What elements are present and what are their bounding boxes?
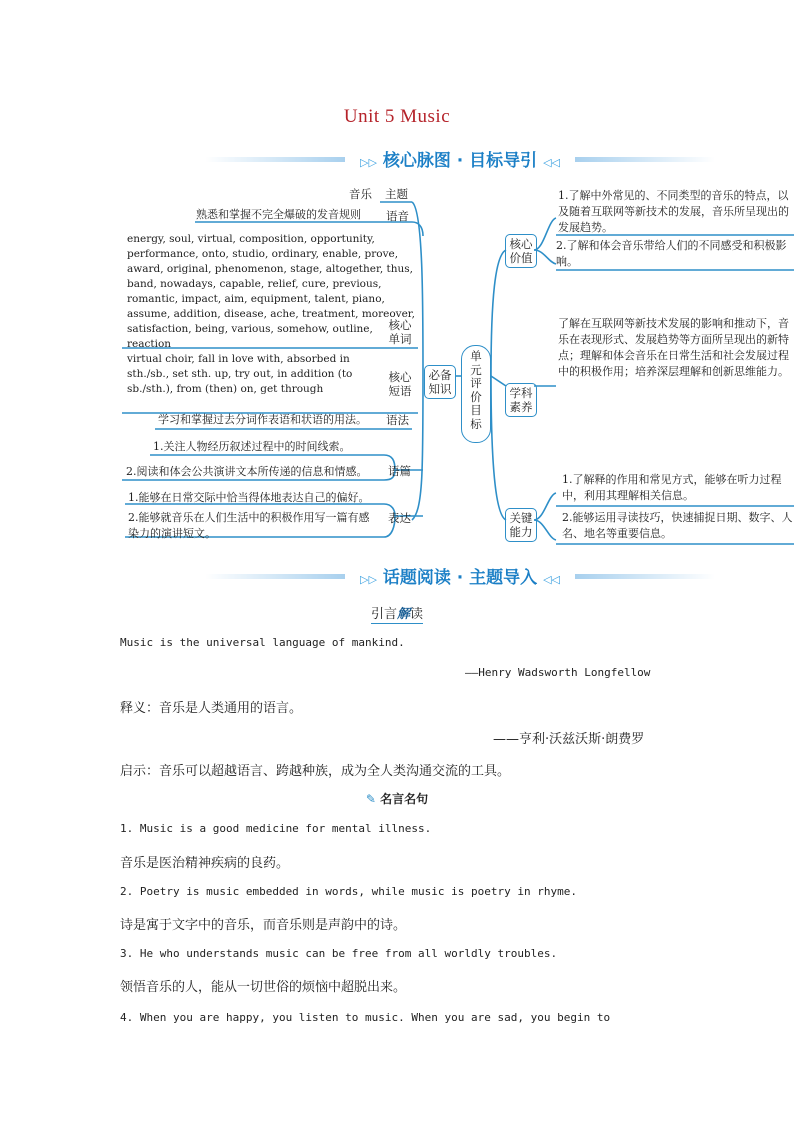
core-words-label: 核心单词 [388,318,412,346]
famous-quote-en: 1. Music is a good medicine for mental illness. [120,822,432,835]
core-value-item-2: 2.了解和体会音乐带给人们的不同感受和积极影响。 [556,239,787,268]
famous-quote-cn: 音乐是医治精神疾病的良药。 [120,856,290,871]
pen-icon: ✎ [365,792,376,806]
core-value-item-1: 1.了解中外常见的、不同类型的音乐的特点，以及随着互联网等新技术的发展，音乐所呈现出的发展趋势。 [558,189,789,234]
expression-label: 表达 [388,511,411,525]
intro-heading-a: 引言 [370,607,397,622]
grammar-value: 学习和掌握过去分词作表语和状语的用法。 [158,413,367,426]
subject-literacy-text: 了解在互联网等新技术发展的影响和推动下，音乐在表现形式、发展趋势等方面所呈现出的新特点；理解和体会音乐在日常生活和社会发展过程中的积极作用；培养深层理解和创新思维能力。 [558,317,789,378]
famous-quote-cn: 领悟音乐的人，能从一切世俗的烦恼中超脱出来。 [120,980,407,995]
expression-item-1: 1.能够在日常交际中恰当得体地表达自己的偏好。 [128,491,370,504]
page-title: Unit 5 Music [343,106,451,127]
core-phrases-list: virtual choir, fall in love with, absorbed in sth./sb., set sth. up, try out, in addition (to sb./sth.), from (then) on, get through [127,353,353,395]
famous-quotes-heading [0,790,794,807]
intro-heading [0,603,794,622]
famous-quote-cn: 诗是寓于文字中的音乐，而音乐则是声韵中的诗。 [120,918,407,933]
phonetics-label: 语音 [386,209,409,223]
famous-quote-en: 2. Poetry is music embedded in words, while music is poetry in rhyme. [120,885,577,898]
quote-english: Music is the universal language of mankind. [120,636,405,649]
section-banner-topic-reading [205,563,715,589]
famous-quote-en: 3. He who understands music can be free from all worldly troubles. [120,947,558,960]
quote-explanation: 释义：音乐是人类通用的语言。 [120,701,303,716]
essential-knowledge-node: 必备知识 [424,365,456,399]
section-banner-core-map [205,146,715,172]
phonetics-value: 熟悉和掌握不完全爆破的发音规则 [196,208,361,221]
banner-title: 话题阅读 · 主题导入 [382,568,538,588]
intro-heading-b: 解 [396,607,410,622]
intro-heading-c: 读 [410,607,424,622]
banner-title: 核心脉图 · 目标导引 [382,151,538,171]
double-arrow-left-icon: ◁◁ [543,156,560,169]
double-arrow-right-icon: ▷▷ [360,573,377,586]
grammar-label: 语法 [386,413,409,427]
subject-literacy-node: 学科素养 [505,383,537,417]
double-arrow-left-icon: ◁◁ [543,573,560,586]
discourse-label: 语篇 [388,464,411,478]
discourse-item-1: 1.关注人物经历叙述过程中的时间线索。 [153,440,351,453]
core-words-list: energy, soul, virtual, composition, opportunity, performance, onto, studio, ordinary, enable, prove, award, original, phenomenon, stage, altogether, thus, band, nowadays, capable, relief, cure, previous, romantic, impact, aim, equipment, talent, piano, assume, addition, disease, ache, treatment, moreover, satisfaction, being, various, somehow, outline, reaction [127,233,415,350]
center-label: 单元评价目标 [470,349,482,431]
quote-inspiration: 启示：音乐可以超越语言、跨越种族，成为全人类沟通交流的工具。 [120,764,511,779]
famous-quote-en: 4. When you are happy, you listen to music. When you are sad, you begin to [120,1011,611,1024]
theme-value: 音乐 [349,187,372,201]
discourse-item-2: 2.阅读和体会公共演讲文本所传递的信息和情感。 [126,465,368,478]
core-value-node: 核心价值 [505,234,537,268]
key-ability-node: 关键能力 [505,508,537,542]
quote-author-chinese: ——亨利·沃兹沃斯·朗费罗 [493,732,645,747]
famous-quotes-title: 名言名句 [380,792,429,806]
theme-label: 主题 [385,187,408,201]
core-phrases-label: 核心短语 [388,370,412,398]
double-arrow-right-icon: ▷▷ [360,156,377,169]
key-ability-item-1: 1.了解释的作用和常见方式，能够在听力过程中，利用其理解相关信息。 [562,473,782,502]
quote-author-english: ——Henry Wadsworth Longfellow [465,666,651,679]
unit-goal-center-node [461,345,491,443]
key-ability-item-2: 2.能够运用寻读技巧，快速捕捉日期、数字、人名、地名等重要信息。 [562,511,793,540]
expression-item-2: 2.能够就音乐在人们生活中的积极作用写一篇有感染力的演讲短文。 [128,511,370,540]
